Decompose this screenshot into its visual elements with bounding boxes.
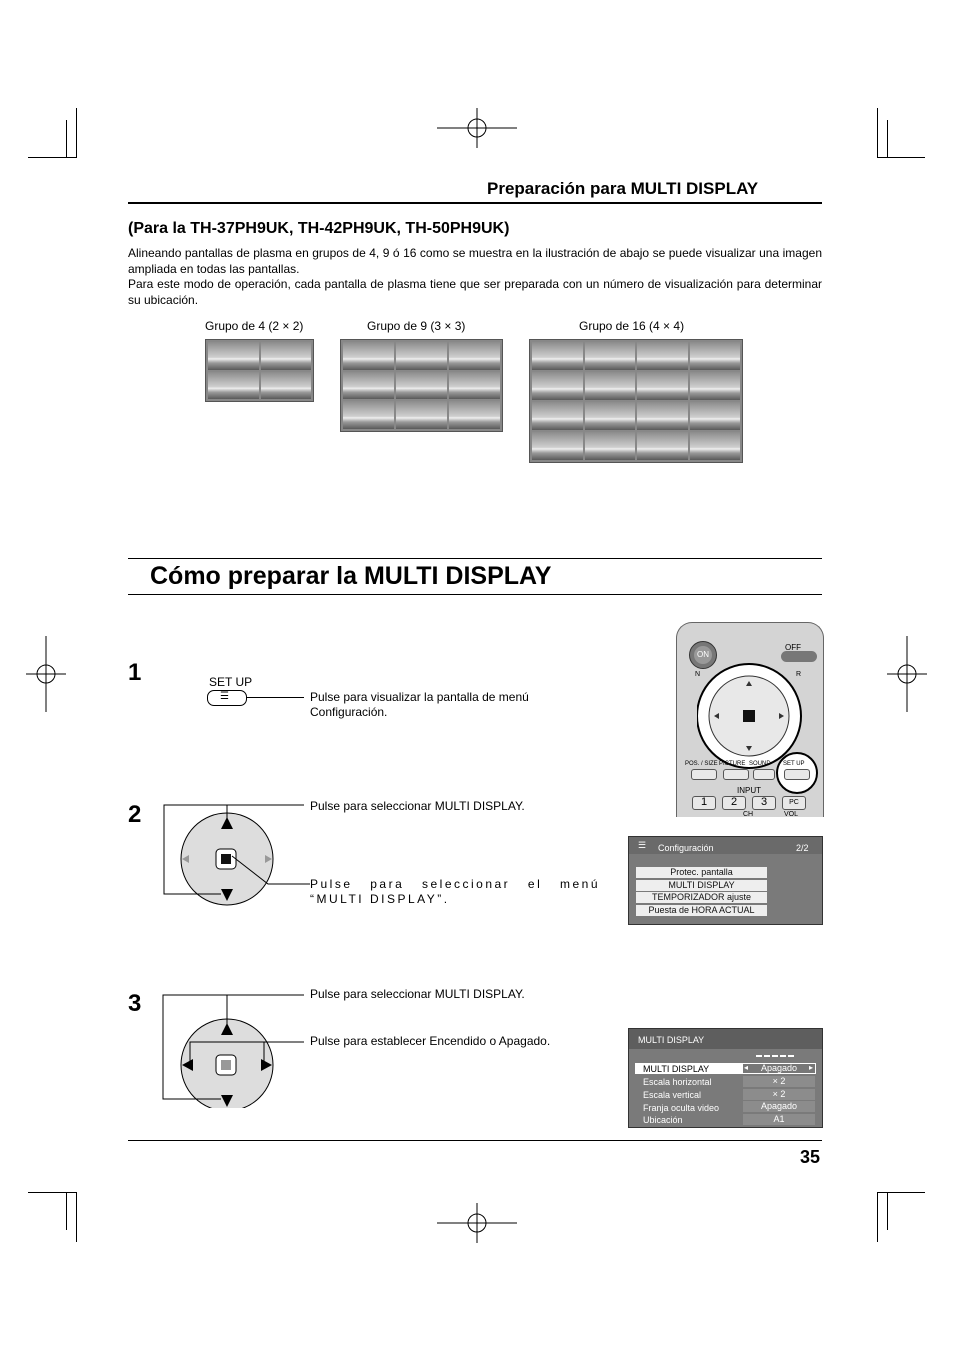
vol-label: VOL <box>784 811 799 817</box>
group-caption-16: Grupo de 16 (4 × 4) <box>579 319 685 333</box>
step-1-leader <box>246 697 304 698</box>
multi-menu-value[interactable] <box>743 1064 815 1073</box>
picture-button[interactable] <box>723 769 749 780</box>
subtitle: (Para la TH-37PH9UK, TH-42PH9UK, TH-50PH9UK) <box>128 220 510 237</box>
multi-menu-label: Franja oculta video <box>643 1103 720 1113</box>
multi-menu-label: MULTI DISPLAY <box>643 1064 710 1074</box>
group-caption-9: Grupo de 9 (3 × 3) <box>367 319 466 333</box>
section-rule <box>128 202 822 204</box>
step-3-note-leftright: Pulse para establecer Encendido o Apagado. <box>310 1034 551 1048</box>
step-number-1: 1 <box>128 659 142 686</box>
config-menu-item[interactable]: TEMPORIZADOR ajuste <box>636 892 767 903</box>
multi-menu-label: Escala vertical <box>643 1090 702 1100</box>
arrow-left-icon[interactable]: ◂ <box>744 1063 749 1072</box>
section-title: Preparación para MULTI DISPLAY <box>487 179 759 198</box>
multi-menu-value[interactable]: Apagado <box>743 1101 815 1112</box>
step-3-cursor-diagram[interactable] <box>160 990 310 1108</box>
multi-menu-value[interactable]: × 2 <box>743 1089 815 1100</box>
config-menu <box>628 836 823 925</box>
step-number-2: 2 <box>128 801 142 828</box>
multi-menu-value[interactable]: × 2 <box>743 1076 815 1087</box>
multi-menu-value-text: Apagado <box>760 1063 798 1073</box>
config-menu-page: 2/2 <box>796 843 809 853</box>
step-2-note-updown: Pulse para seleccionar MULTI DISPLAY. <box>310 799 525 813</box>
group-illustration-4 <box>205 339 314 402</box>
off-button[interactable] <box>781 651 817 662</box>
input-button-3[interactable]: 3 <box>752 796 776 810</box>
main-title: Cómo preparar la MULTI DISPLAY <box>150 562 552 590</box>
step-2-note-center: Pulse para seleccionar el menú “MULTI DISPLAY”. <box>310 877 600 906</box>
on-label: ON <box>694 646 712 664</box>
config-menu-item[interactable]: Puesta de HORA ACTUAL <box>636 905 767 916</box>
step-number-3: 3 <box>128 990 142 1017</box>
footer-rule <box>128 1140 822 1141</box>
menu-icon: ☰ <box>220 691 229 702</box>
multi-menu-label: Escala horizontal <box>643 1077 712 1087</box>
config-menu-item[interactable]: Protec. pantalla <box>636 867 767 878</box>
multi-menu-value[interactable]: A1 <box>743 1114 815 1125</box>
config-menu-item-selected[interactable]: MULTI DISPLAY <box>636 880 767 891</box>
group-illustration-9 <box>340 339 503 432</box>
remote-setup-button[interactable] <box>784 769 810 780</box>
remote-setup-label: SET UP <box>783 761 805 767</box>
input-button-pc[interactable]: PC <box>782 796 806 810</box>
group-illustration-16 <box>529 339 743 463</box>
arrow-right-icon[interactable]: ▸ <box>809 1063 814 1072</box>
intro-text <box>128 246 822 308</box>
group-caption-4: Grupo de 4 (2 × 2) <box>205 319 304 333</box>
picture-label: PICTURE <box>719 761 746 767</box>
input-button-1[interactable]: 1 <box>692 796 716 810</box>
ch-label: CH <box>743 811 754 817</box>
config-menu-title: Configuración <box>658 843 714 853</box>
multi-display-menu <box>628 1028 823 1128</box>
setup-button-label: SET UP <box>209 675 253 689</box>
step-1-note: Pulse para visualizar la pantalla de menú Configuración. <box>310 690 529 719</box>
multi-menu-label: Ubicación <box>643 1115 683 1125</box>
intro-paragraph-1: Alineando pantallas de plasma en grupos de 4, 9 ó 16 como se muestra en la ilustración de abajo se puede visualizar una imagen ampliada en todas las pantallas. <box>128 246 822 276</box>
step-3-note-updown: Pulse para seleccionar MULTI DISPLAY. <box>310 987 525 1001</box>
intro-paragraph-2: Para este modo de operación, cada pantalla de plasma tiene que ser preparada con un número de visualización para determinar su ubicación. <box>128 277 822 307</box>
pos-size-button[interactable] <box>691 769 717 780</box>
position-indicator <box>756 1055 796 1057</box>
title-rule-bottom <box>128 594 822 595</box>
sound-button[interactable] <box>753 769 775 780</box>
config-menu-icon: ☰ <box>638 840 647 850</box>
page-number: 35 <box>800 1147 821 1167</box>
remote-control <box>676 622 824 817</box>
pos-size-label: POS. / SIZE <box>685 761 718 767</box>
n-label: N <box>695 671 701 678</box>
step-2-cursor-diagram[interactable] <box>160 800 310 910</box>
off-label: OFF <box>785 643 801 652</box>
sound-label: SOUND <box>749 761 771 767</box>
setup-button[interactable] <box>207 690 247 706</box>
input-button-2[interactable]: 2 <box>722 796 746 810</box>
title-rule-top <box>128 558 822 559</box>
r-label: R <box>796 671 802 678</box>
input-label: INPUT <box>737 786 761 795</box>
multi-display-menu-title: MULTI DISPLAY <box>638 1035 705 1045</box>
